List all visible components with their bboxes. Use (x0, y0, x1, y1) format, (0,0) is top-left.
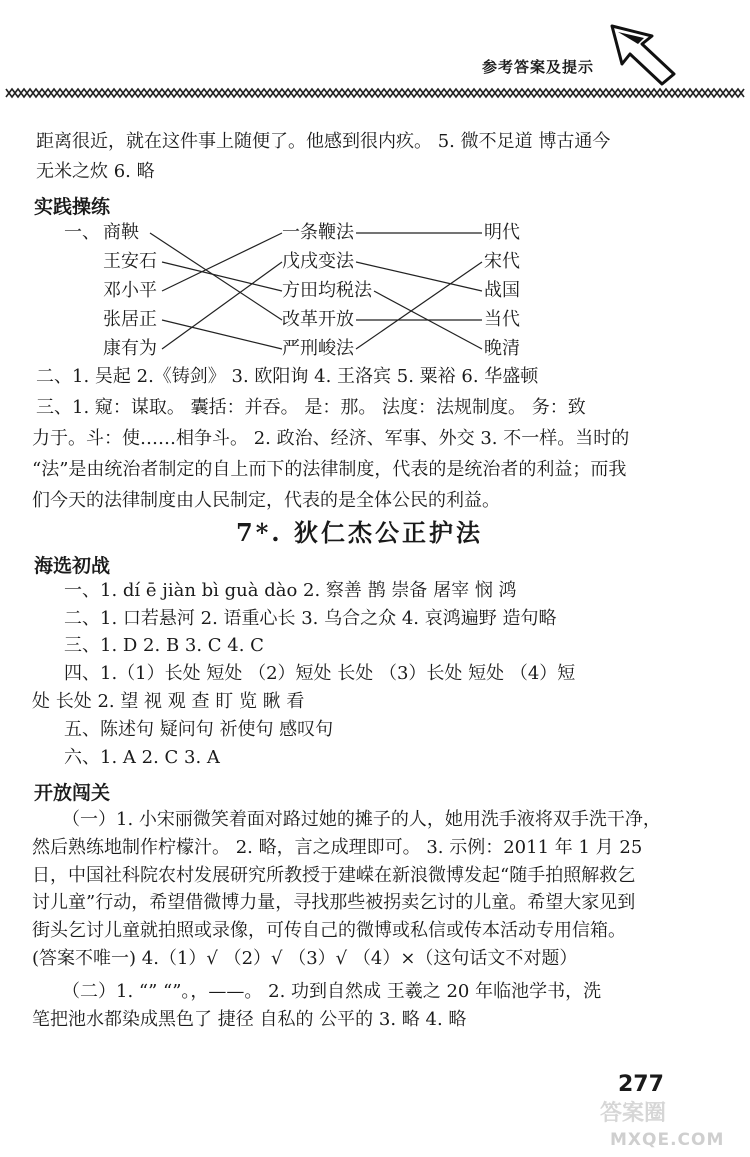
answer-line: 处 长处 2. 望 视 观 查 盯 览 瞅 看 (32, 691, 305, 712)
answer-line: 一、1. dí ē jiàn bì guà dào 2. 察善 鹊 崇备 屠宰 悯 鸿 (64, 580, 517, 601)
section-title: 开放闯关 (34, 782, 111, 804)
answer-line: 二、1. 吴起 2.《铸剑》 3. 欧阳询 4. 王洛宾 5. 粟裕 6. 华盛顿 (36, 366, 539, 387)
answer-line: 日，中国社科院农村发展研究所教授于建嵘在新浪微博发起“随手拍照解救乞 (32, 865, 636, 886)
match-law: 方田均税法 (282, 280, 372, 301)
match-person: 张居正 (103, 309, 157, 330)
match-line (162, 262, 282, 349)
match-era: 晚清 (484, 338, 520, 359)
match-person: 康有为 (103, 338, 157, 359)
answer-line: 三、1. D 2. B 3. C 4. C (64, 635, 264, 656)
match-law: 一条鞭法 (282, 222, 354, 243)
page-number: 277 (618, 1072, 664, 1097)
section-title: 实践操练 (34, 196, 111, 218)
match-person: 邓小平 (103, 280, 157, 301)
answer-line: 力于。斗：使……相争斗。 2. 政治、经济、军事、外交 3. 不一样。当时的 (32, 428, 630, 449)
matching-prefix: 一、 (64, 222, 100, 243)
match-line (356, 262, 482, 291)
answer-line: 六、1. A 2. C 3. A (64, 747, 220, 768)
match-law: 改革开放 (282, 309, 354, 330)
answer-line: 讨儿童”行动，希望借微博力量，寻找那些被拐卖乞讨的儿童。希望大家见到 (32, 892, 636, 913)
answer-line: 们今天的法律制度由人民制定，代表的是全体公民的利益。 (32, 490, 500, 511)
answer-line: 然后熟练地制作柠檬汁。 2. 略，言之成理即可。 3. 示例：2011 年 1 月 25 (32, 837, 643, 858)
watermark-url: MXQE.COM (610, 1130, 725, 1150)
match-line (162, 262, 282, 291)
match-era: 宋代 (484, 251, 520, 272)
match-line (356, 262, 482, 349)
match-law: 戊戌变法 (282, 251, 354, 272)
watermark-logo: 答案圈 (600, 1101, 667, 1126)
match-era: 战国 (484, 280, 520, 301)
match-line (162, 233, 282, 291)
match-person: 王安石 (103, 251, 157, 272)
intro-line: 距离很近，就在这件事上随便了。他感到很内疚。 5. 微不足道 博古通今 (36, 131, 611, 152)
answer-line: 街头乞讨儿童就拍照或录像，可传自己的微博或私信或传本活动专用信箱。 (32, 920, 626, 941)
matching-lines (0, 0, 750, 400)
header-label: 参考答案及提示 (482, 58, 595, 76)
answer-line: 四、1.（1）长处 短处 （2）短处 长处 （3）长处 短处 （4）短 (64, 663, 576, 684)
section-title: 海选初战 (34, 555, 111, 577)
answer-line: 笔把池水都染成黑色了 捷径 自私的 公平的 3. 略 4. 略 (32, 1009, 467, 1030)
match-era: 当代 (484, 309, 520, 330)
intro-line: 无米之炊 6. 略 (36, 161, 155, 182)
answer-line: 三、1. 窥：谋取。 囊括：并吞。 是：那。 法度：法规制度。 务：致 (36, 397, 586, 418)
lesson-title: 7*. 狄仁杰公正护法 (236, 518, 483, 547)
answer-line: （二）1. “” “”。，——。 2. 功到自然成 王羲之 20 年临池学书，洗 (62, 981, 602, 1002)
answer-line: “法”是由统治者制定的自上而下的法律制度，代表的是统治者的利益；而我 (32, 459, 627, 480)
answer-line: 二、1. 口若悬河 2. 语重心长 3. 乌合之众 4. 哀鸿遍野 造句略 (64, 608, 557, 629)
answer-line: （一）1. 小宋丽微笑着面对路过她的摊子的人，她用洗手液将双手洗干净， (62, 809, 661, 830)
match-person: 商鞅 (103, 222, 139, 243)
match-line (162, 320, 282, 349)
match-era: 明代 (484, 222, 520, 243)
match-law: 严刑峻法 (282, 338, 354, 359)
answer-line: 五、陈述句 疑问句 祈使句 感叹句 (64, 719, 334, 740)
answer-line: (答案不唯一) 4.（1）√ （2）√ （3）√ （4）×（这句话文不对题） (32, 948, 578, 969)
